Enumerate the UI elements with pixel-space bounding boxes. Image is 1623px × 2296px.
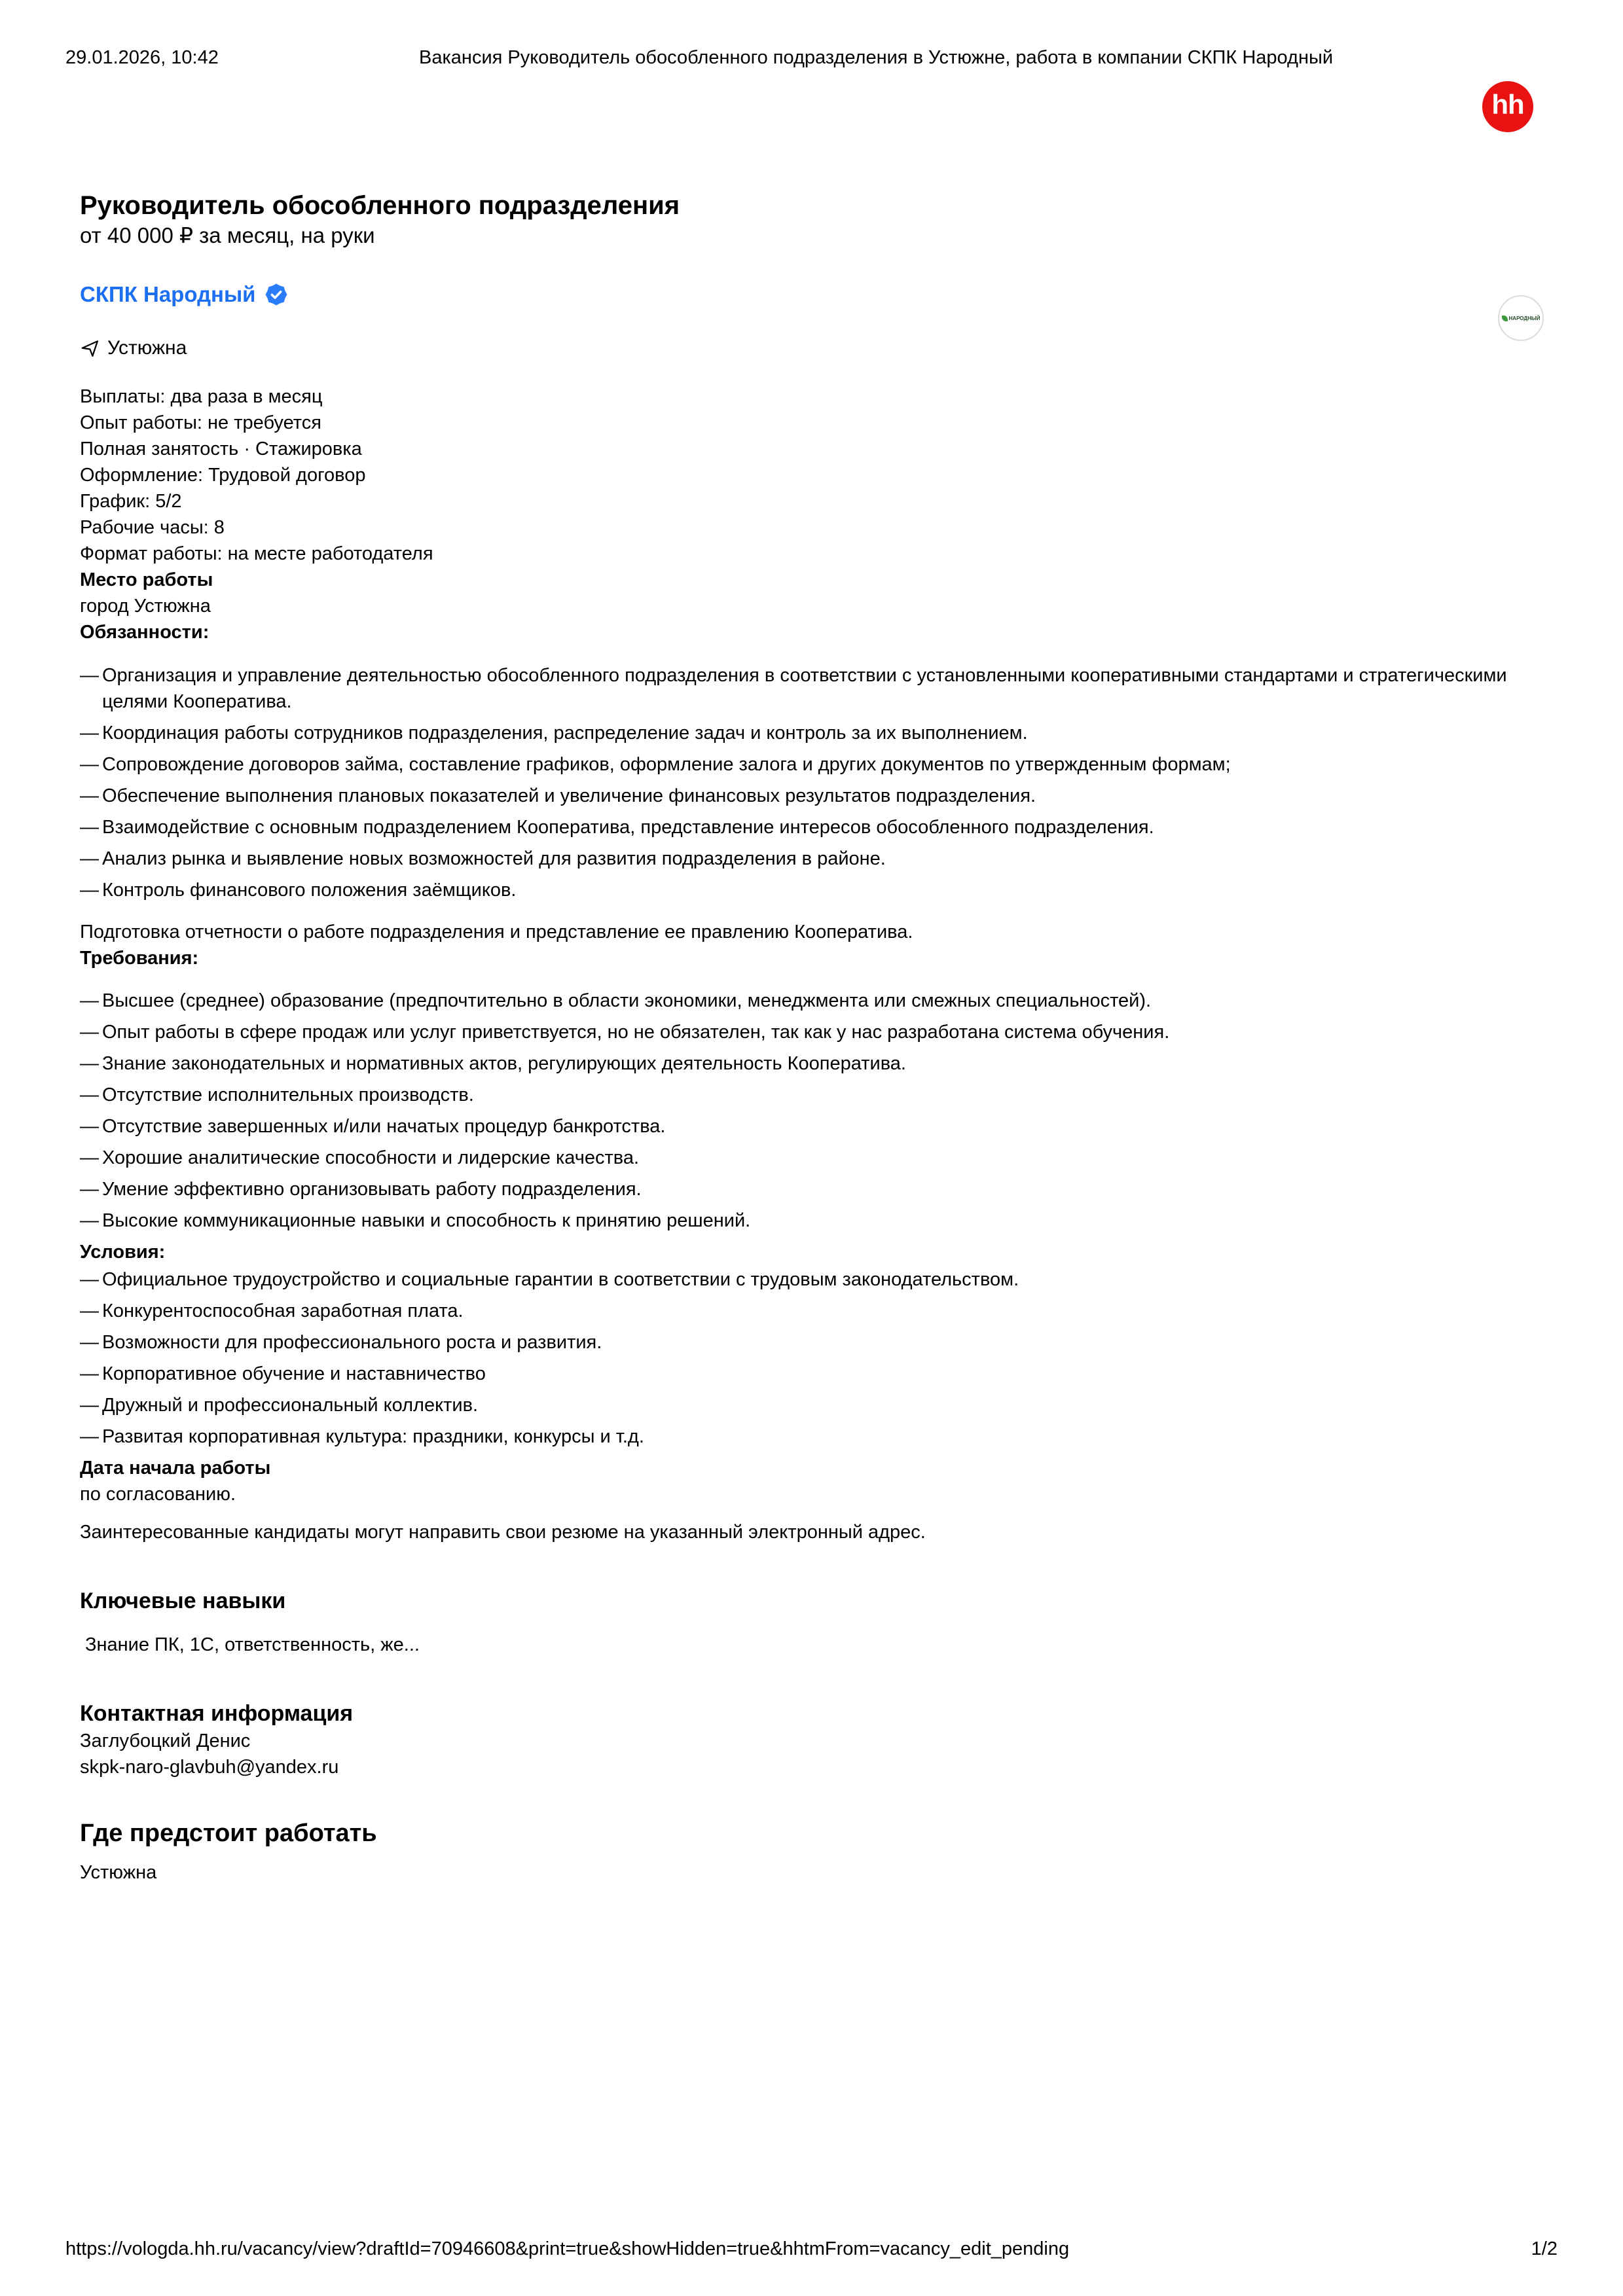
- dash-bullet: —: [80, 848, 99, 869]
- workplace-map-city: Устюжна: [80, 1862, 157, 1883]
- dash-bullet: —: [80, 754, 99, 775]
- list-item: — Возможности для профессионального роста и развития.: [80, 1329, 1558, 1355]
- print-document-title: Вакансия Руководитель обособленного подразделения в Устюжне, работа в компании СКПК Народный: [419, 47, 1334, 68]
- dash-bullet: —: [80, 1147, 99, 1168]
- list-item: — Высшее (среднее) образование (предпочтительно в области экономики, менеджмента или смежных специальностей).: [80, 988, 1558, 1014]
- list-item: — Отсутствие исполнительных производств.: [80, 1082, 1558, 1108]
- dash-bullet: —: [80, 990, 99, 1011]
- duties-list: [80, 662, 1558, 903]
- workplace-heading: Место работы: [80, 569, 213, 590]
- vacancy-title: Руководитель обособленного подразделения: [80, 191, 680, 220]
- company-row: [80, 280, 1558, 309]
- dash-bullet: —: [80, 1053, 99, 1074]
- list-item: — Хорошие аналитические способности и лидерские качества.: [80, 1145, 1558, 1171]
- contact-email: skpk-naro-glavbuh@yandex.ru: [80, 1757, 339, 1778]
- verified-badge-icon: [264, 283, 288, 306]
- list-item: — Дружный и профессиональный коллектив.: [80, 1392, 1558, 1418]
- company-link[interactable]: СКПК Народный: [80, 282, 256, 306]
- key-skills-text: Знание ПК, 1С, ответственность, же...: [85, 1634, 420, 1655]
- vacancy-content: [80, 0, 1558, 1886]
- dash-bullet: —: [80, 1395, 99, 1416]
- dash-bullet: —: [80, 817, 99, 838]
- list-item: — Конкурентоспособная заработная плата.: [80, 1298, 1558, 1324]
- conditions-heading: Условия:: [80, 1242, 166, 1263]
- location-arrow-icon: [80, 338, 100, 358]
- dash-bullet: —: [80, 723, 99, 744]
- list-item: — Координация работы сотрудников подразделения, распределение задач и контроль за их выполнением.: [80, 720, 1558, 746]
- start-date-heading: Дата начала работы: [80, 1458, 271, 1479]
- dash-bullet: —: [80, 1179, 99, 1200]
- duties-heading: Обязанности:: [80, 622, 210, 643]
- apply-note: Заинтересованные кандидаты могут направить свои резюме на указанный электронный адрес.: [80, 1522, 926, 1543]
- dash-bullet: —: [80, 665, 99, 686]
- detail-line: График: 5/2: [80, 491, 182, 512]
- dash-bullet: —: [80, 1116, 99, 1137]
- location-row: [80, 335, 1558, 361]
- dash-bullet: —: [80, 1022, 99, 1043]
- vacancy-details: [80, 384, 1558, 567]
- list-item: — Развитая корпоративная культура: праздники, конкурсы и т.д.: [80, 1424, 1558, 1450]
- list-item: — Знание законодательных и нормативных актов, регулирующих деятельность Кооператива.: [80, 1050, 1558, 1077]
- conditions-list: [80, 1266, 1558, 1450]
- list-item: — Сопровождение договоров займа, составление графиков, оформление залога и других документов по утвержденным формам;: [80, 751, 1558, 778]
- list-item: — Корпоративное обучение и наставничество: [80, 1361, 1558, 1387]
- list-item: — Опыт работы в сфере продаж или услуг приветствуется, но не обязателен, так как у нас разработана система обучения.: [80, 1019, 1558, 1045]
- dash-bullet: —: [80, 1332, 99, 1353]
- salary-text: от 40 000 ₽ за месяц, на руки: [80, 223, 375, 247]
- dash-bullet: —: [80, 1210, 99, 1231]
- list-item: — Организация и управление деятельностью обособленного подразделения в соответствии с установленными кооперативными стандартами и стратегическими целями Кооператива.: [80, 662, 1558, 715]
- dash-bullet: —: [80, 880, 99, 901]
- detail-line: Оформление: Трудовой договор: [80, 465, 366, 486]
- requirements-list: [80, 988, 1558, 1234]
- list-item: — Официальное трудоустройство и социальные гарантии в соответствии с трудовым законодательством.: [80, 1266, 1558, 1293]
- detail-line: Опыт работы: не требуется: [80, 412, 321, 433]
- workplace-value: город Устюжна: [80, 596, 211, 617]
- company-logo-label: НАРОДНЫЙ: [1508, 315, 1541, 321]
- contact-person: Заглубоцкий Денис: [80, 1731, 251, 1751]
- contacts-heading: Контактная информация: [80, 1701, 354, 1726]
- start-date-value: по согласованию.: [80, 1484, 236, 1505]
- detail-line: Полная занятость · Стажировка: [80, 439, 362, 459]
- dash-bullet: —: [80, 1426, 99, 1447]
- detail-line: Выплаты: два раза в месяц: [80, 386, 323, 407]
- location-text: Устюжна: [107, 337, 187, 359]
- page-indicator: 1/2: [1531, 2238, 1558, 2259]
- workplace-map-heading: Где предстоит работать: [80, 1820, 377, 1847]
- print-url: https://vologda.hh.ru/vacancy/view?draftId=70946608&print=true&showHidden=true&hhtmFrom=vacancy_edit_pending: [65, 2238, 1070, 2259]
- list-item: — Контроль финансового положения заёмщиков.: [80, 877, 1558, 903]
- list-item: — Отсутствие завершенных и/или начатых процедур банкротства.: [80, 1113, 1558, 1139]
- dash-bullet: —: [80, 785, 99, 806]
- list-item: — Взаимодействие с основным подразделением Кооператива, представление интересов обособленного подразделения.: [80, 814, 1558, 840]
- list-item: — Обеспечение выполнения плановых показателей и увеличение финансовых результатов подразделения.: [80, 783, 1558, 809]
- duties-summary: Подготовка отчетности о работе подразделения и представление ее правлению Кооператива.: [80, 922, 913, 942]
- dash-bullet: —: [80, 1085, 99, 1105]
- list-item: — Высокие коммуникационные навыки и способность к принятию решений.: [80, 1208, 1558, 1234]
- dash-bullet: —: [80, 1269, 99, 1290]
- list-item: — Анализ рынка и выявление новых возможностей для развития подразделения в районе.: [80, 846, 1558, 872]
- dash-bullet: —: [80, 1300, 99, 1321]
- detail-line: Формат работы: на месте работодателя: [80, 543, 433, 564]
- print-datetime: 29.01.2026, 10:42: [65, 47, 219, 68]
- hh-logo-text: hh: [1491, 89, 1524, 120]
- list-item: — Умение эффективно организовывать работу подразделения.: [80, 1176, 1558, 1202]
- dash-bullet: —: [80, 1363, 99, 1384]
- key-skills-heading: Ключевые навыки: [80, 1588, 286, 1613]
- detail-line: Рабочие часы: 8: [80, 517, 225, 538]
- requirements-heading: Требования:: [80, 948, 199, 969]
